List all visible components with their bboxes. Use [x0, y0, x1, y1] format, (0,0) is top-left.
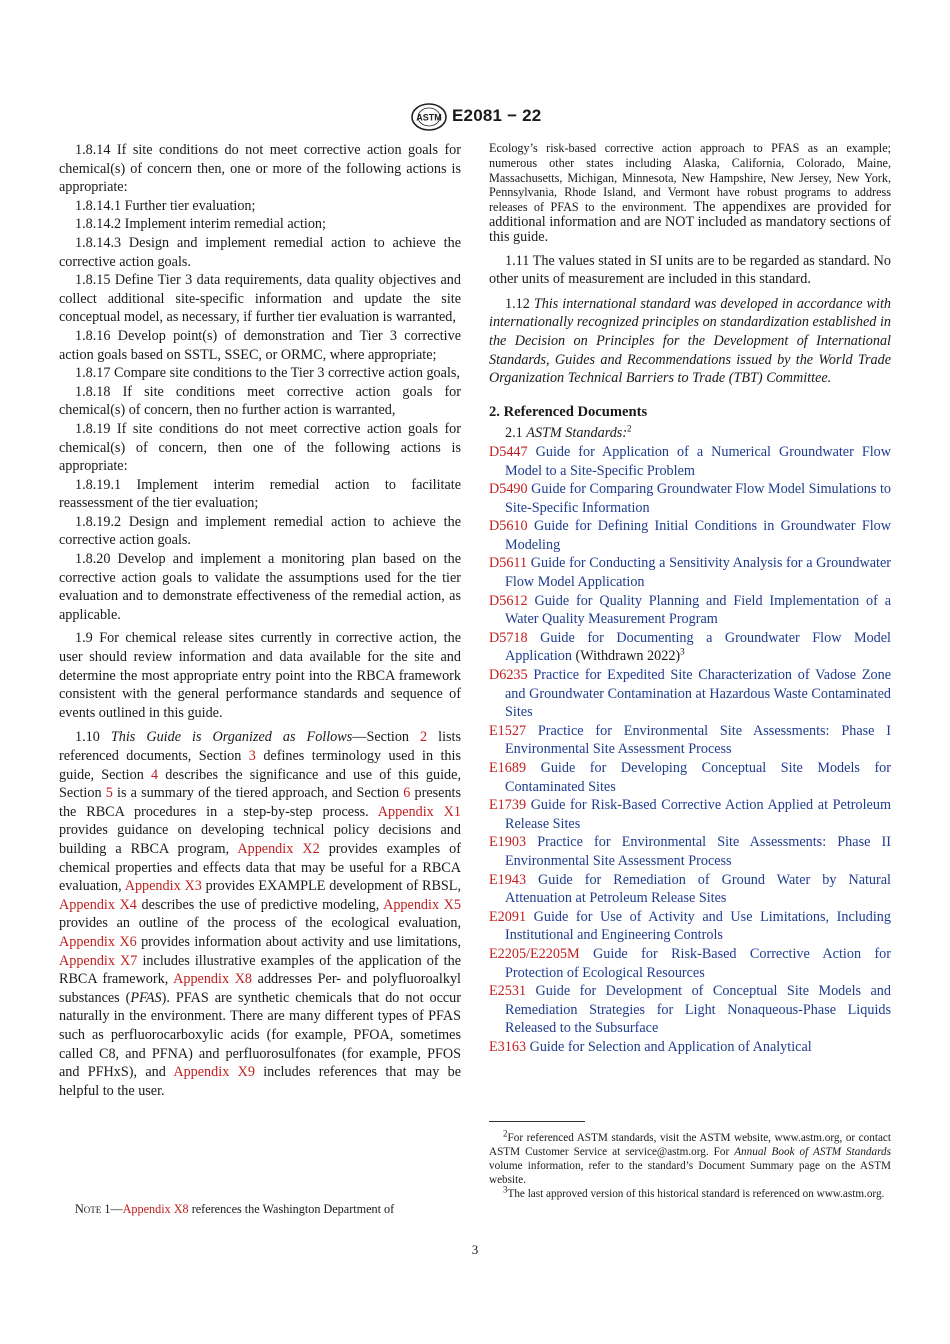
reference-code-link[interactable]: E1527: [489, 722, 527, 739]
appendix-link-x1[interactable]: Appendix X1: [377, 803, 461, 820]
page-header: [0, 100, 950, 134]
reference-item: [489, 480, 891, 517]
reference-item: [489, 666, 891, 722]
reference-title-link[interactable]: Guide for Quality Planning and Field Implementation of a Water Quality Measurement Program: [505, 592, 891, 628]
withdrawn-note: (Withdrawn 2022): [571, 648, 681, 665]
footnotes: [489, 1128, 891, 1201]
paragraph: 1.8.19 If site conditions do not meet corrective action goals for chemical(s) of concern, then one of the following actions is appropriate:: [59, 420, 461, 475]
appendix-link-x3[interactable]: Appendix X3: [124, 878, 202, 895]
appendix-link-x9[interactable]: Appendix X9: [173, 1064, 255, 1081]
reference-item: [489, 759, 891, 796]
reference-item: [489, 554, 891, 591]
reference-code-link[interactable]: E2531: [489, 983, 527, 1000]
reference-item: [489, 796, 891, 833]
document-designation: E2081 − 22: [452, 106, 542, 125]
section-2-heading: 2. Referenced Documents: [489, 403, 648, 420]
reference-item: [489, 629, 891, 666]
note-1-continued: Ecology’s risk-based corrective action approach to PFAS as an example; numerous other states including Alaska, California, Colorado, Maine, Massachusetts, Michigan, Minnesota, New Hampshire, New Jersey, New York, Pennsylvania, Rhode Island, and Vermont have robust programs to address releases of PFAS to the environment. The appendixes are provided for additional information and are NOT included as mandatory sections of this guide.: [489, 141, 892, 245]
astm-logo-icon: [410, 102, 448, 132]
reference-item: [489, 517, 891, 554]
paragraph: 1.8.19.1 Implement interim remedial action to facilitate reassessment of the tier evaluation;: [59, 476, 461, 512]
paragraph-1-12: 1.12 This international standard was developed in accordance with internationally recognized principles on standardization established in the Decision on Principles for the Development of International Standards, Guides and Recommendations issued by the World Trade Organization Technical Barriers to Trade (TBT) Committee.: [489, 295, 891, 387]
paragraph: 1.8.14.1 Further tier evaluation;: [75, 197, 256, 214]
appendix-link-x8-note[interactable]: Appendix X8: [122, 1202, 189, 1216]
reference-item: [489, 871, 891, 908]
reference-item: [489, 908, 891, 945]
reference-title-link[interactable]: Practice for Environmental Site Assessments: Phase I Environmental Site Assessment Process: [505, 722, 891, 758]
reference-title-link[interactable]: Practice for Expedited Site Characterization of Vadose Zone and Groundwater Contamination at Hazardous Waste Contaminated Sites: [505, 667, 891, 721]
paragraph: 1.8.16 Develop point(s) of demonstration and Tier 3 corrective action goals based on SSTL, SSEC, or ORMC, where appropriate;: [59, 327, 461, 363]
reference-title-link[interactable]: Guide for Risk-Based Corrective Action Applied at Petroleum Release Sites: [505, 797, 891, 832]
paragraph: 1.8.20 Develop and implement a monitoring plan based on the corrective action goals to validate the assumptions used for the tier evaluation and to demonstrate effectiveness of the remedial action, as applicable.: [59, 551, 461, 623]
section-link-5[interactable]: 5: [105, 785, 113, 802]
paragraph: 1.8.17 Compare site conditions to the Tier 3 corrective action goals,: [75, 365, 460, 382]
left-column: [59, 141, 461, 1100]
appendix-link-x6[interactable]: Appendix X6: [59, 933, 137, 950]
reference-title-link[interactable]: Guide for Defining Initial Conditions in Groundwater Flow Modeling: [505, 518, 891, 553]
reference-code-link[interactable]: E1943: [489, 871, 527, 888]
reference-title-link[interactable]: Guide for Developing Conceptual Site Models for Contaminated Sites: [505, 760, 891, 795]
reference-code-link[interactable]: E1739: [489, 797, 527, 814]
reference-title-link[interactable]: Guide for Selection and Application of Analytical: [526, 1038, 812, 1055]
reference-code-link[interactable]: D5718: [489, 629, 528, 646]
reference-item: [489, 982, 891, 1038]
paragraph-1-11: 1.11 The values stated in SI units are to be regarded as standard. No other units of measurement are included in this standard.: [489, 252, 891, 288]
reference-title-link[interactable]: Guide for Application of a Numerical Groundwater Flow Model to a Site-Specific Problem: [505, 443, 891, 479]
footnote-3: $^3$The last approved version of this historical standard is referenced on www.astm.org.: [503, 1184, 885, 1200]
appendix-link-x4[interactable]: Appendix X4: [59, 896, 137, 913]
reference-code-link[interactable]: E1903: [489, 834, 527, 851]
reference-code-link[interactable]: D5490: [489, 481, 528, 498]
section-link-6[interactable]: 6: [403, 785, 411, 802]
reference-title-link[interactable]: Guide for Development of Conceptual Site Models and Remediation Strategies for Light Nonaqueous-Phase Liquids Released to the Subsurface: [505, 983, 891, 1037]
reference-title-link[interactable]: Guide for Use of Activity and Use Limitations, Including Institutional and Engineering Controls: [505, 908, 891, 944]
logo-text: ASTM: [416, 112, 442, 123]
footnote-2: $^2$For referenced ASTM standards, visit the ASTM website, www.astm.org, or contact ASTM Customer Service at service@astm.org. For Annual Book of ASTM Standards volume information, refer to the standard’s Document Summary page on the ASTM website.: [489, 1128, 891, 1186]
appendix-link-x7[interactable]: Appendix X7: [59, 952, 138, 969]
appendix-link-x8[interactable]: Appendix X8: [173, 971, 253, 988]
page-number: 3: [471, 1242, 479, 1257]
paragraph: 1.8.14.2 Implement interim remedial action;: [75, 216, 326, 233]
section-link-4[interactable]: 4: [151, 766, 159, 783]
reference-item: [489, 833, 891, 870]
paragraph: 1.8.19.2 Design and implement remedial action to achieve the corrective action goals.: [59, 513, 461, 549]
reference-item: [489, 945, 891, 982]
reference-code-link[interactable]: D5612: [489, 592, 528, 609]
paragraph-1-10: 1.10 This Guide is Organized as Follows—Section 2 lists referenced documents, Section 3 defines terminology used in this guide, Section 4 describes the significance and use of this guide, Section 5 is a summary of the tiered approach, and Section 6 presents the RBCA procedures in a step-by-step process. Appendix X1 provides guidance on developing technical policy decisions and building a RBCA program, Appendix X2 provides examples of chemical properties and effects data that may be useful for a RBCA evaluation, Appendix X3 provides EXAMPLE development of RBSL, Appendix X4 describes the use of predictive modeling, Appendix X5 provides an outline of the process of the ecological evaluation, Appendix X6 provides information about activity and use limitations, Appendix X7 includes illustrative examples of the application of the RBCA framework, Appendix X8 addresses Per- and polyfluoroalkyl substances (PFAS). PFAS are synthetic chemicals that do not occur naturally in the environment. There are many different types of PFAS such as perfluorocarboxylic acids (for example, PFOA, sometimes called C8, and PFNA) and perfluorosulfonates (for example, PFOS and PFHxS), and Appendix X9 includes references that may be helpful to the user.: [59, 729, 462, 1099]
reference-code-link[interactable]: E2091: [489, 908, 527, 925]
reference-code-link[interactable]: E3163: [489, 1038, 527, 1055]
reference-code-link[interactable]: E2205/E2205M: [489, 945, 580, 962]
reference-code-link[interactable]: D5610: [489, 518, 528, 535]
reference-title-link[interactable]: Guide for Conducting a Sensitivity Analysis for a Groundwater Flow Model Application: [505, 555, 891, 591]
appendix-link-x5[interactable]: Appendix X5: [383, 896, 461, 913]
paragraph: 1.8.15 Define Tier 3 data requirements, data quality objectives and collect additional site-specific information and update the site conceptual model, as necessary, if further tier evaluation is warranted,: [59, 272, 461, 326]
reference-title-link[interactable]: Guide for Documenting a Groundwater Flow Model Application: [505, 629, 891, 665]
note-1-start: Note 1—Appendix X8 references the Washington Department of: [75, 1202, 395, 1216]
reference-code-link[interactable]: D5447: [489, 443, 528, 460]
subsection-2-1: 2.1 ASTM Standards:$^2$: [505, 423, 632, 442]
footnote-marker: 3: [680, 646, 685, 657]
paragraph: 1.8.18 If site conditions meet corrective action goals for chemical(s) of concern, then no further action is warranted,: [59, 383, 461, 419]
paragraph-1-9: 1.9 For chemical release sites currently in corrective action, the user should review information and data available for the site and determine the most appropriate entry point into the RBCA framework consistent with the general performance standards and sequence of events outlined in this guide.: [59, 630, 461, 721]
referenced-documents-list: [489, 443, 891, 1057]
reference-title-link[interactable]: Guide for Remediation of Ground Water by Natural Attenuation at Petroleum Release Sites: [505, 871, 891, 907]
reference-title-link[interactable]: Guide for Risk-Based Corrective Action for Protection of Ecological Resources: [505, 945, 891, 981]
reference-item: [489, 722, 891, 759]
section-link-2[interactable]: 2: [420, 729, 428, 746]
reference-code-link[interactable]: E1689: [489, 760, 527, 777]
paragraph: 1.8.14.3 Design and implement remedial action to achieve the corrective action goals.: [59, 234, 461, 270]
reference-item: [489, 592, 891, 629]
reference-code-link[interactable]: D6235: [489, 667, 528, 684]
paragraph: 1.8.14 If site conditions do not meet corrective action goals for chemical(s) of concern then, one or more of the following actions is appropriate:: [59, 142, 461, 196]
footnote-rule: [489, 1121, 585, 1122]
reference-item: [489, 1038, 891, 1057]
reference-item: [489, 443, 891, 480]
appendix-link-x2[interactable]: Appendix X2: [237, 840, 320, 857]
right-column: [489, 141, 891, 1057]
reference-title-link[interactable]: Practice for Environmental Site Assessments: Phase II Environmental Site Assessment Process: [505, 834, 891, 869]
reference-code-link[interactable]: D5611: [489, 555, 528, 572]
section-link-3[interactable]: 3: [248, 748, 256, 764]
reference-title-link[interactable]: Guide for Comparing Groundwater Flow Model Simulations to Site-Specific Information: [505, 481, 891, 516]
